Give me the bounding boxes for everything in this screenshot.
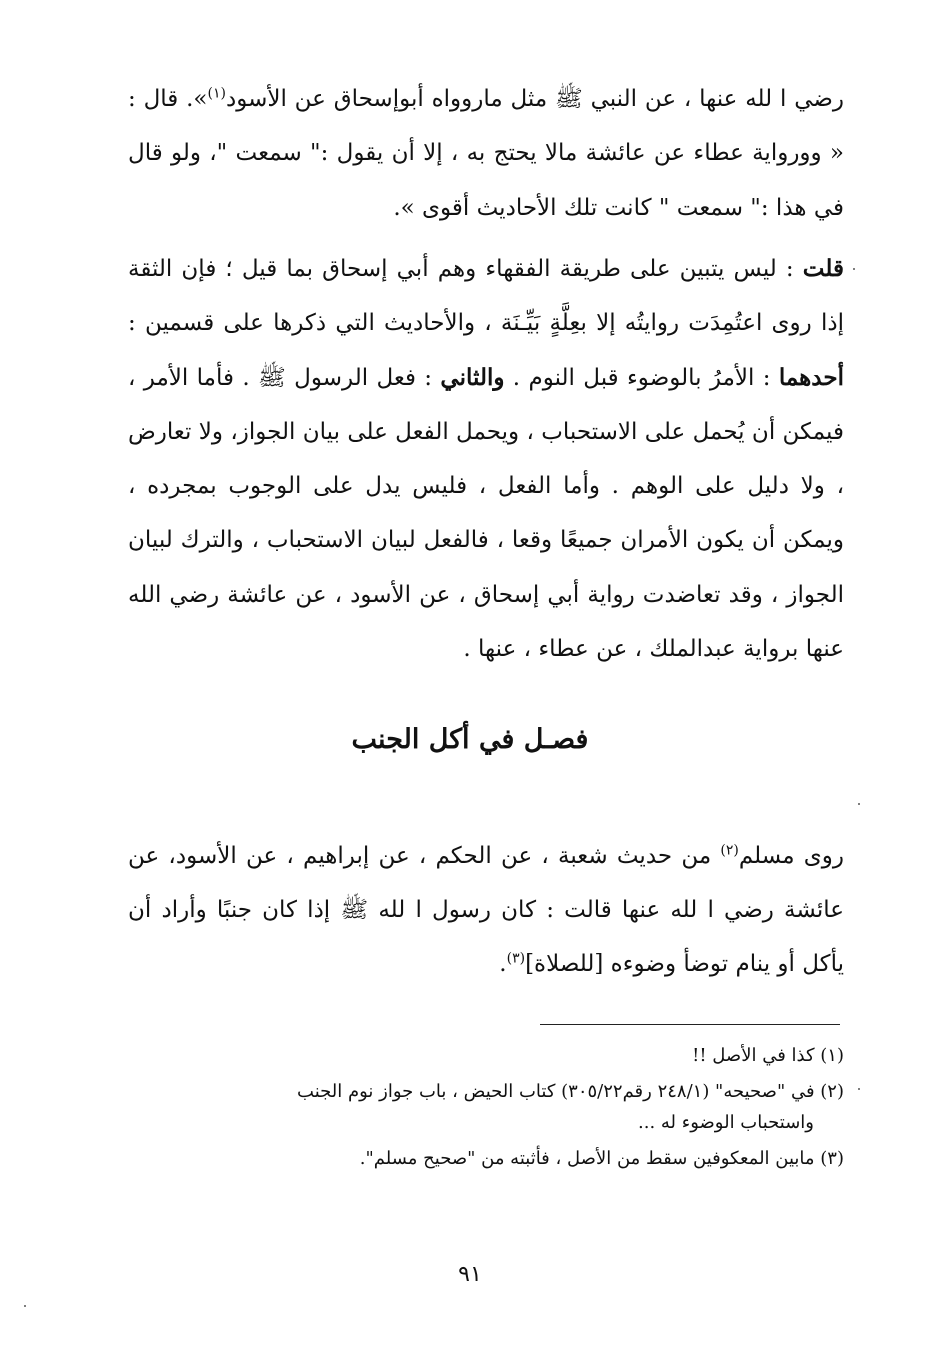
footnote-ref-1: (١): [207, 85, 226, 102]
paragraph-1-text-a: رضي ا لله عنها ، عن النبي ﷺ مثل ماروواه أبوإسحاق عن الأسود: [225, 86, 845, 112]
footnote-1-text: (١) كذا في الأصل !!: [692, 1045, 844, 1066]
footnote-1: [128, 1040, 844, 1071]
paragraph-1: [128, 72, 844, 235]
scan-speck: [853, 268, 855, 270]
footnote-2-text: (٢) في "صحيحه" (٢٤٨/١ رقم٣٠٥/٢٢) كتاب الحيض ، باب جواز نوم الجنب: [297, 1081, 844, 1102]
footnote-3-text: (٣) مابين المعكوفين سقط من الأصل ، فأثبته من "صحيح مسلم".: [359, 1148, 844, 1169]
footnote-2: [128, 1076, 844, 1138]
first-point-label: أحدهما: [778, 363, 844, 391]
footnote-divider: [540, 1024, 840, 1025]
qultu-label: قلت: [802, 255, 844, 282]
paragraph-2-text-c: : فعل الرسول ﷺ . فأما الأمر ، فيمكن أن يُحمل على الاستحباب ، ويحمل الفعل على بيان الجواز، ولا تعارض ، ولا دليل على الوهم . وأما الفعل ، فليس يدل على الوجوب بمجرده ، ويمكن أن يكون الأمران جميعًا وقعا ، فالفعل لبيان الاستحباب ، والترك لبيان الجواز ، وقد تعاضدت رواية أبي إسحاق ، عن الأسود ، عن عائشة رضي الله عنها برواية عبدالملك ، عن عطاء ، عنها .: [128, 364, 844, 663]
paragraph-1-text-b: ». قال : « وورواية عطاء عن عائشة مالا يحتج به ، إلا أن يقول :" سمعت "، ولو قال في هذا :" سمعت " كانت تلك الأحاديث أقوى ».: [128, 86, 844, 221]
footnote-ref-2: (٢): [720, 842, 739, 859]
footnote-3: [128, 1143, 844, 1174]
section-heading: فصـل في أكل الجنب: [351, 724, 589, 755]
footnote-2-continuation: واستحباب الوضوء له ...: [638, 1112, 814, 1133]
footnotes: [128, 1040, 844, 1179]
scan-speck: [24, 1305, 26, 1307]
paragraph-2-text-a: : ليس يتبين على طريقة الفقهاء وهم أبي إسحاق بما قيل ؛ فإن الثقة إذا روى اعتُمِدَت روايتُه إلا بعِلَّةٍ بَيِّـنَة ، والأحاديث التي ذكرها على قسمين :: [128, 256, 844, 337]
paragraph-3-text-a: روى مسلم: [738, 843, 845, 869]
scan-speck: [858, 803, 860, 805]
paragraph-3-text-b: من حديث شعبة ، عن الحكم ، عن إبراهيم ، عن الأسود، عن عائشة رضي ا لله عنها قالت : كان رسول ا لله ﷺ إذا كان جنبًا وأراد أن يأكل أو ينام توضأ وضوءه [للصلاة]: [128, 843, 844, 977]
footnote-ref-3: (٣): [506, 950, 526, 967]
paragraph-2: [128, 242, 844, 676]
scan-speck: [858, 1088, 860, 1090]
second-point-label: والثاني: [440, 363, 505, 391]
paragraph-3-text-c: .: [499, 951, 507, 977]
page-number: ٩١: [458, 1262, 482, 1287]
paragraph-3: [128, 829, 844, 991]
paragraph-2-text-b: : الأمرُ بالوضوء قبل النوم .: [504, 364, 779, 391]
